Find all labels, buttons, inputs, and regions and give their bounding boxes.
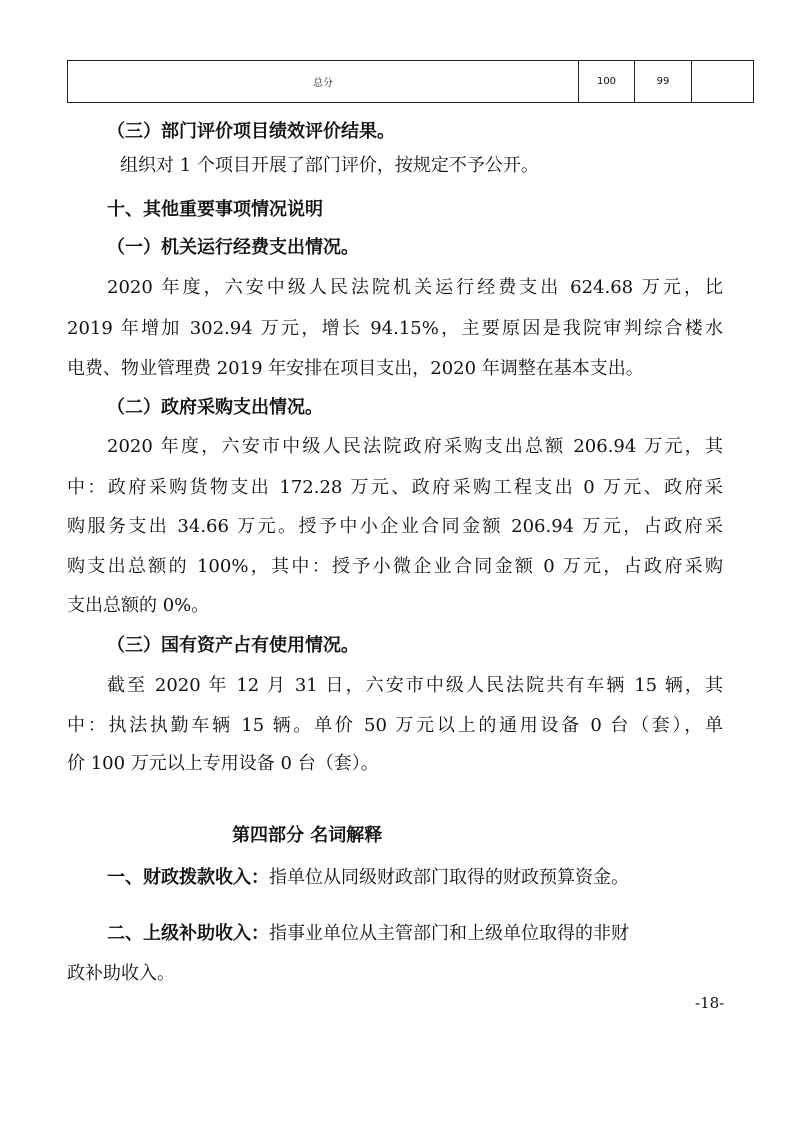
page-number: -18- bbox=[695, 994, 725, 1012]
paragraph-line: 政补助收入。 bbox=[67, 963, 175, 984]
part-four-title: 第四部分 名词解释 bbox=[232, 825, 383, 846]
paragraph-line: 支出总额的 0%。 bbox=[67, 595, 210, 616]
section-heading-other-matters: 十、其他重要事项情况说明 bbox=[107, 199, 323, 220]
heading-state-assets: （三）国有资产占有使用情况。 bbox=[107, 635, 359, 656]
heading-dept-evaluation: （三）部门评价项目绩效评价结果。 bbox=[107, 121, 395, 142]
term-label: 一、财政拨款收入： bbox=[107, 867, 269, 888]
paragraph-line: 2020 年度，六安中级人民法院机关运行经费支出 624.68 万元，比 bbox=[107, 277, 723, 298]
heading-operating-expenses: （一）机关运行经费支出情况。 bbox=[107, 237, 359, 258]
total-score-label: 总分 bbox=[68, 61, 579, 103]
paragraph-line: 中：执法执勤车辆 15 辆。单价 50 万元以上的通用设备 0 台（套），单 bbox=[67, 715, 723, 736]
paragraph-line: 价 100 万元以上专用设备 0 台（套）。 bbox=[67, 753, 379, 774]
score-cell: 99 bbox=[635, 61, 692, 103]
term-fiscal-appropriation bbox=[107, 866, 629, 890]
term-superior-subsidy bbox=[107, 922, 629, 946]
term-definition: 指事业单位从主管部门和上级单位取得的非财 bbox=[269, 923, 629, 944]
score-table bbox=[67, 60, 754, 103]
table-row bbox=[68, 61, 754, 103]
paragraph-line: 中：政府采购货物支出 172.28 万元、政府采购工程支出 0 万元、政府采 bbox=[67, 477, 723, 498]
paragraph-line: 购服务支出 34.66 万元。授予中小企业合同金额 206.94 万元，占政府采 bbox=[67, 516, 723, 537]
heading-procurement: （二）政府采购支出情况。 bbox=[107, 397, 323, 418]
term-label: 二、上级补助收入： bbox=[107, 923, 269, 944]
full-score-cell: 100 bbox=[579, 61, 635, 103]
empty-cell bbox=[692, 61, 754, 103]
paragraph-line: 2019 年增加 302.94 万元，增长 94.15%，主要原因是我院审判综合楼水 bbox=[67, 318, 723, 339]
paragraph-line: 2020 年度，六安市中级人民法院政府采购支出总额 206.94 万元，其 bbox=[107, 436, 723, 457]
paragraph-line: 电费、物业管理费 2019 年安排在项目支出，2020 年调整在基本支出。 bbox=[67, 358, 644, 379]
term-definition: 指单位从同级财政部门取得的财政预算资金。 bbox=[269, 867, 629, 888]
paragraph-line: 购支出总额的 100%，其中：授予小微企业合同金额 0 万元，占政府采购 bbox=[67, 556, 723, 577]
paragraph-line: 组织对 1 个项目开展了部门评价，按规定不予公开。 bbox=[120, 155, 539, 176]
paragraph-line: 截至 2020 年 12 月 31 日，六安市中级人民法院共有车辆 15 辆，其 bbox=[107, 675, 723, 696]
